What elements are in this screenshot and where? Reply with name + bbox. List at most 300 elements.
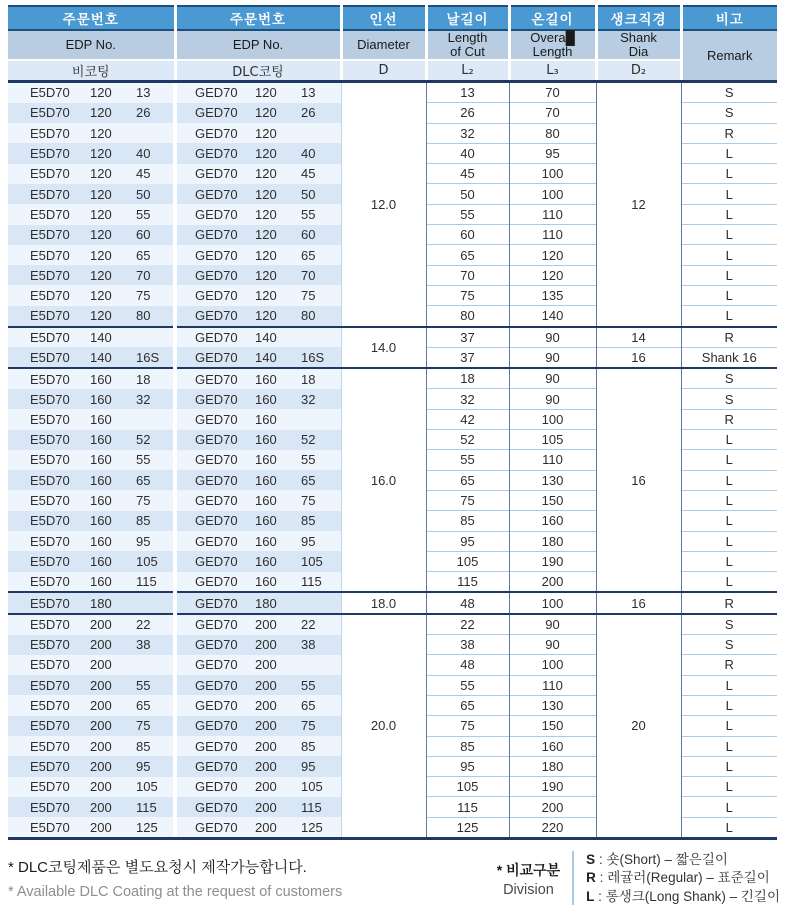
edp-part: E5D70 <box>30 105 70 121</box>
edp-part: E5D70 <box>30 452 70 468</box>
label-line1: Length <box>447 30 488 45</box>
spec-table <box>8 5 777 840</box>
catalog-page <box>0 5 788 904</box>
edp-part: 26 <box>136 105 151 121</box>
edp-part: 50 <box>136 186 151 202</box>
edp-part: 140 <box>90 329 112 345</box>
edp-uncoated-cell <box>8 797 175 817</box>
legend-item-regular <box>586 869 780 888</box>
edp-uncoated-cell <box>8 450 175 470</box>
edp-dlc-cell <box>175 551 341 571</box>
division-legend <box>497 850 780 906</box>
footnote-english: * Available DLC Coating at the request of customers <box>8 883 343 900</box>
edp-part: 200 <box>90 698 112 714</box>
overall-length-cell: 200 <box>509 797 596 817</box>
edp-part: E5D70 <box>30 698 70 714</box>
edp-part: 160 <box>255 574 277 590</box>
edp-part: 120 <box>255 308 277 324</box>
edp-part: 120 <box>255 105 277 121</box>
symbol-l3: L₃ <box>509 60 596 80</box>
edp-part: 65 <box>301 698 316 714</box>
edp-part: 80 <box>301 308 316 324</box>
overall-length-label <box>509 30 596 60</box>
remark-cell: L <box>681 716 777 736</box>
legend-item-short <box>586 851 780 870</box>
edp-uncoated-cell <box>8 285 175 305</box>
edp-dlc-cell <box>175 736 341 756</box>
length-of-cut-cell: 60 <box>426 225 509 245</box>
edp-part: GED70 <box>195 288 238 304</box>
edp-uncoated-cell <box>8 470 175 490</box>
edp-part: 55 <box>136 677 151 693</box>
edp-part: E5D70 <box>30 513 70 529</box>
edp-part: 65 <box>136 698 151 714</box>
remark-cell: L <box>681 285 777 305</box>
edp-part: 75 <box>301 493 316 509</box>
edp-uncoated-cell <box>8 592 175 613</box>
length-of-cut-cell: 75 <box>426 716 509 736</box>
edp-part: E5D70 <box>30 493 70 509</box>
edp-dlc-cell <box>175 164 341 184</box>
edp-part: GED70 <box>195 493 238 509</box>
length-of-cut-cell: 95 <box>426 756 509 776</box>
remark-cell: Shank 16 <box>681 347 777 368</box>
edp-part: 115 <box>301 574 322 590</box>
edp-uncoated-cell <box>8 327 175 348</box>
edp-part: GED70 <box>195 452 238 468</box>
edp-part: E5D70 <box>30 125 70 141</box>
edp-part: 18 <box>301 371 316 387</box>
edp-part: 120 <box>90 186 112 202</box>
remark-cell: R <box>681 327 777 348</box>
edp-part: 160 <box>255 411 277 427</box>
edp-part: 120 <box>255 247 277 263</box>
edp-part: 13 <box>136 85 151 101</box>
edp-part: 80 <box>136 308 151 324</box>
length-of-cut-cell: 80 <box>426 306 509 327</box>
edp-part: E5D70 <box>30 247 70 263</box>
col-header-length-of-cut: 날길이 <box>426 6 509 30</box>
length-of-cut-label <box>426 30 509 60</box>
edp-dlc-cell <box>175 430 341 450</box>
footnote-korean: * DLC코팅제품은 별도요청시 제작가능합니다. <box>8 858 307 876</box>
legend-separator: : <box>594 888 606 904</box>
edp-dlc-cell <box>175 470 341 490</box>
edp-part: 180 <box>255 595 277 611</box>
remark-cell: L <box>681 777 777 797</box>
remark-cell: L <box>681 817 777 837</box>
overall-length-cell: 150 <box>509 490 596 510</box>
edp-uncoated-cell <box>8 490 175 510</box>
edp-part: 160 <box>90 493 112 509</box>
edp-part: E5D70 <box>30 758 70 774</box>
edp-part: GED70 <box>195 349 238 365</box>
edp-dlc-cell <box>175 592 341 613</box>
legend-desc: 숏(Short) – 짧은길이 <box>606 851 728 867</box>
edp-part: GED70 <box>195 227 238 243</box>
table-row <box>8 614 777 635</box>
edp-dlc-cell <box>175 635 341 655</box>
edp-part: 22 <box>136 617 151 633</box>
length-of-cut-cell: 55 <box>426 675 509 695</box>
remark-cell: R <box>681 123 777 143</box>
edp-part: 180 <box>90 595 112 611</box>
overall-length-cell: 190 <box>509 551 596 571</box>
edp-part: 38 <box>301 637 316 653</box>
edp-part: 16S <box>136 349 160 365</box>
remark-cell: L <box>681 675 777 695</box>
edp-part: 200 <box>255 698 277 714</box>
edp-part: 160 <box>255 391 277 407</box>
remark-cell: L <box>681 572 777 593</box>
length-of-cut-cell: 85 <box>426 736 509 756</box>
length-of-cut-cell: 55 <box>426 450 509 470</box>
edp-dlc-cell <box>175 306 341 327</box>
overall-length-cell: 95 <box>509 143 596 163</box>
overall-length-cell: 90 <box>509 389 596 409</box>
edp-part: GED70 <box>195 105 238 121</box>
edp-uncoated-cell <box>8 756 175 776</box>
legend-key: R <box>586 870 596 886</box>
edp-part: 75 <box>301 288 316 304</box>
edp-part: 200 <box>90 677 112 693</box>
edp-uncoated-cell <box>8 184 175 204</box>
edp-part: 60 <box>136 227 151 243</box>
edp-part: 26 <box>301 105 316 121</box>
remark-cell: L <box>681 470 777 490</box>
edp-part: 32 <box>136 391 151 407</box>
edp-part: 160 <box>90 472 112 488</box>
edp-part: E5D70 <box>30 617 70 633</box>
legend-separator: : <box>595 851 607 867</box>
edp-part: 75 <box>136 493 151 509</box>
length-of-cut-cell: 42 <box>426 409 509 429</box>
remark-cell: R <box>681 592 777 613</box>
remark-cell: L <box>681 164 777 184</box>
edp-dlc-cell <box>175 184 341 204</box>
edp-part: 160 <box>90 513 112 529</box>
length-of-cut-cell: 105 <box>426 551 509 571</box>
overall-length-cell: 90 <box>509 327 596 348</box>
overall-length-cell: 220 <box>509 817 596 837</box>
shank-dia-cell: 12 <box>596 83 681 327</box>
remark-cell: L <box>681 490 777 510</box>
legend-desc: 레귤러(Regular) – 표준길이 <box>607 870 770 886</box>
divider-line <box>572 851 574 905</box>
edp-part: 200 <box>90 819 112 835</box>
uncoated-label: 비코팅 <box>8 60 175 80</box>
edp-part: E5D70 <box>30 779 70 795</box>
edp-part: 160 <box>90 391 112 407</box>
remark-cell: S <box>681 103 777 123</box>
edp-part: GED70 <box>195 411 238 427</box>
length-of-cut-cell: 65 <box>426 245 509 265</box>
edp-no-label: EDP No. <box>8 30 175 60</box>
edp-part: 200 <box>255 617 277 633</box>
edp-part: GED70 <box>195 247 238 263</box>
edp-part: 120 <box>255 146 277 162</box>
edp-part: 200 <box>90 738 112 754</box>
length-of-cut-cell: 115 <box>426 572 509 593</box>
edp-part: GED70 <box>195 698 238 714</box>
remark-cell: L <box>681 306 777 327</box>
edp-part: 120 <box>90 206 112 222</box>
edp-part: GED70 <box>195 308 238 324</box>
overall-length-cell: 135 <box>509 285 596 305</box>
label-line1: Shank <box>620 30 657 45</box>
edp-part: 120 <box>255 227 277 243</box>
edp-part: GED70 <box>195 657 238 673</box>
edp-part: 160 <box>90 371 112 387</box>
edp-uncoated-cell <box>8 635 175 655</box>
edp-part: 75 <box>136 288 151 304</box>
edp-part: 120 <box>90 308 112 324</box>
edp-part: GED70 <box>195 595 238 611</box>
edp-dlc-cell <box>175 327 341 348</box>
edp-part: 160 <box>255 493 277 509</box>
edp-no-label: EDP No. <box>175 30 341 60</box>
edp-part: E5D70 <box>30 472 70 488</box>
edp-part: 55 <box>136 206 151 222</box>
edp-part: GED70 <box>195 779 238 795</box>
length-of-cut-cell: 40 <box>426 143 509 163</box>
edp-dlc-cell <box>175 511 341 531</box>
edp-part: GED70 <box>195 146 238 162</box>
length-of-cut-cell: 48 <box>426 655 509 675</box>
edp-part: E5D70 <box>30 533 70 549</box>
edp-dlc-cell <box>175 655 341 675</box>
length-of-cut-cell: 105 <box>426 777 509 797</box>
edp-part: 115 <box>301 799 322 815</box>
edp-part: 65 <box>136 472 151 488</box>
length-of-cut-cell: 18 <box>426 368 509 389</box>
edp-uncoated-cell <box>8 164 175 184</box>
legend-key: L <box>586 888 595 904</box>
diameter-cell: 12.0 <box>341 83 426 327</box>
edp-part: 160 <box>255 472 277 488</box>
length-of-cut-cell: 13 <box>426 83 509 103</box>
edp-part: 200 <box>90 758 112 774</box>
edp-part: 18 <box>136 371 151 387</box>
legend-separator: : <box>595 870 608 886</box>
edp-part: E5D70 <box>30 329 70 345</box>
edp-part: 120 <box>90 247 112 263</box>
edp-part: 65 <box>301 247 316 263</box>
overall-length-cell: 100 <box>509 164 596 184</box>
edp-part: 105 <box>136 553 158 569</box>
footnotes <box>8 856 342 900</box>
symbol-l2: L₂ <box>426 60 509 80</box>
edp-part: 16S <box>301 349 325 365</box>
edp-part: GED70 <box>195 432 238 448</box>
remark-cell: L <box>681 143 777 163</box>
edp-part: GED70 <box>195 738 238 754</box>
edp-dlc-cell <box>175 368 341 389</box>
length-of-cut-cell: 52 <box>426 430 509 450</box>
edp-part: 120 <box>90 125 112 141</box>
edp-dlc-cell <box>175 572 341 593</box>
edp-part: 85 <box>301 738 316 754</box>
edp-part: 105 <box>301 779 323 795</box>
edp-part: 160 <box>90 574 112 590</box>
edp-part: 120 <box>90 227 112 243</box>
label-line2: of Cut <box>450 44 485 59</box>
edp-part: 22 <box>301 617 316 633</box>
edp-part: 200 <box>90 617 112 633</box>
table-bottom-rule <box>8 837 777 840</box>
edp-part: 160 <box>90 411 112 427</box>
edp-part: 38 <box>136 637 151 653</box>
edp-part: 115 <box>136 799 157 815</box>
edp-uncoated-cell <box>8 204 175 224</box>
remark-cell: L <box>681 245 777 265</box>
edp-uncoated-cell <box>8 695 175 715</box>
overall-length-cell: 110 <box>509 225 596 245</box>
edp-part: 120 <box>255 125 277 141</box>
overall-length-cell: 90 <box>509 368 596 389</box>
remark-cell: L <box>681 797 777 817</box>
edp-part: 120 <box>90 267 112 283</box>
remark-cell: L <box>681 511 777 531</box>
length-of-cut-cell: 125 <box>426 817 509 837</box>
edp-uncoated-cell <box>8 245 175 265</box>
edp-part: 55 <box>301 206 316 222</box>
overall-length-cell: 100 <box>509 184 596 204</box>
edp-uncoated-cell <box>8 511 175 531</box>
edp-uncoated-cell <box>8 409 175 429</box>
diameter-cell: 16.0 <box>341 368 426 592</box>
edp-part: 125 <box>136 819 158 835</box>
edp-part: GED70 <box>195 166 238 182</box>
diameter-cell: 20.0 <box>341 614 426 837</box>
edp-part: GED70 <box>195 718 238 734</box>
edp-uncoated-cell <box>8 347 175 368</box>
length-of-cut-cell: 85 <box>426 511 509 531</box>
edp-part: GED70 <box>195 513 238 529</box>
edp-part: 85 <box>136 738 151 754</box>
legend-desc: 롱생크(Long Shank) – 긴길이 <box>605 888 780 904</box>
overall-length-cell: 70 <box>509 83 596 103</box>
edp-part: 105 <box>136 779 158 795</box>
edp-part: E5D70 <box>30 166 70 182</box>
edp-part: GED70 <box>195 206 238 222</box>
remark-cell: L <box>681 531 777 551</box>
edp-part: 200 <box>90 657 112 673</box>
overall-length-cell: 120 <box>509 265 596 285</box>
edp-part: 50 <box>301 186 316 202</box>
edp-uncoated-cell <box>8 306 175 327</box>
edp-part: 120 <box>255 85 277 101</box>
col-header-edp-uncoated: 주문번호 <box>8 6 175 30</box>
remark-label: Remark <box>681 30 777 80</box>
edp-part: 32 <box>301 391 316 407</box>
edp-dlc-cell <box>175 531 341 551</box>
remark-cell: L <box>681 430 777 450</box>
edp-dlc-cell <box>175 225 341 245</box>
remark-cell: L <box>681 204 777 224</box>
edp-part: 160 <box>90 432 112 448</box>
length-of-cut-cell: 65 <box>426 470 509 490</box>
edp-part: 13 <box>301 85 316 101</box>
overall-length-cell: 110 <box>509 204 596 224</box>
edp-uncoated-cell <box>8 430 175 450</box>
edp-part: E5D70 <box>30 411 70 427</box>
edp-part: E5D70 <box>30 677 70 693</box>
edp-part: E5D70 <box>30 206 70 222</box>
overall-length-cell: 180 <box>509 531 596 551</box>
overall-length-cell: 190 <box>509 777 596 797</box>
diameter-label: Diameter <box>341 30 426 60</box>
edp-part: 105 <box>301 553 323 569</box>
edp-part: GED70 <box>195 574 238 590</box>
edp-part: 45 <box>136 166 151 182</box>
edp-part: GED70 <box>195 677 238 693</box>
edp-uncoated-cell <box>8 123 175 143</box>
edp-part: 120 <box>255 206 277 222</box>
edp-part: 75 <box>301 718 316 734</box>
header-row-symbols <box>8 60 777 80</box>
edp-part: E5D70 <box>30 595 70 611</box>
edp-part: 200 <box>255 799 277 815</box>
edp-part: 60 <box>301 227 316 243</box>
length-of-cut-cell: 37 <box>426 327 509 348</box>
edp-part: E5D70 <box>30 85 70 101</box>
edp-dlc-cell <box>175 389 341 409</box>
edp-uncoated-cell <box>8 675 175 695</box>
edp-part: 200 <box>255 718 277 734</box>
edp-dlc-cell <box>175 347 341 368</box>
header-row-korean <box>8 6 777 30</box>
edp-uncoated-cell <box>8 551 175 571</box>
overall-length-cell: 80 <box>509 123 596 143</box>
label-line2: Length <box>532 44 573 59</box>
remark-cell: S <box>681 389 777 409</box>
overall-length-cell: 110 <box>509 450 596 470</box>
symbol-d2: D₂ <box>596 60 681 80</box>
division-label <box>497 860 560 898</box>
overall-length-cell: 120 <box>509 245 596 265</box>
edp-uncoated-cell <box>8 103 175 123</box>
edp-dlc-cell <box>175 675 341 695</box>
shank-dia-cell: 16 <box>596 368 681 592</box>
edp-part: 120 <box>255 267 277 283</box>
col-header-overall-length: 온길이 <box>509 6 596 30</box>
length-of-cut-cell: 37 <box>426 347 509 368</box>
edp-part: E5D70 <box>30 657 70 673</box>
edp-part: 200 <box>90 779 112 795</box>
overall-length-cell: 90 <box>509 614 596 635</box>
edp-uncoated-cell <box>8 716 175 736</box>
length-of-cut-cell: 45 <box>426 164 509 184</box>
remark-cell: L <box>681 756 777 776</box>
shank-dia-cell: 16 <box>596 592 681 613</box>
edp-part: 200 <box>255 657 277 673</box>
edp-dlc-cell <box>175 103 341 123</box>
remark-cell: S <box>681 614 777 635</box>
col-header-diameter: 인선 <box>341 6 426 30</box>
edp-part: E5D70 <box>30 637 70 653</box>
edp-part: 85 <box>136 513 151 529</box>
edp-uncoated-cell <box>8 531 175 551</box>
edp-dlc-cell <box>175 245 341 265</box>
edp-dlc-cell <box>175 143 341 163</box>
remark-cell: L <box>681 551 777 571</box>
edp-part: 52 <box>136 432 151 448</box>
footer <box>8 850 780 906</box>
diameter-cell: 18.0 <box>341 592 426 613</box>
edp-part: 120 <box>90 85 112 101</box>
length-of-cut-cell: 32 <box>426 123 509 143</box>
